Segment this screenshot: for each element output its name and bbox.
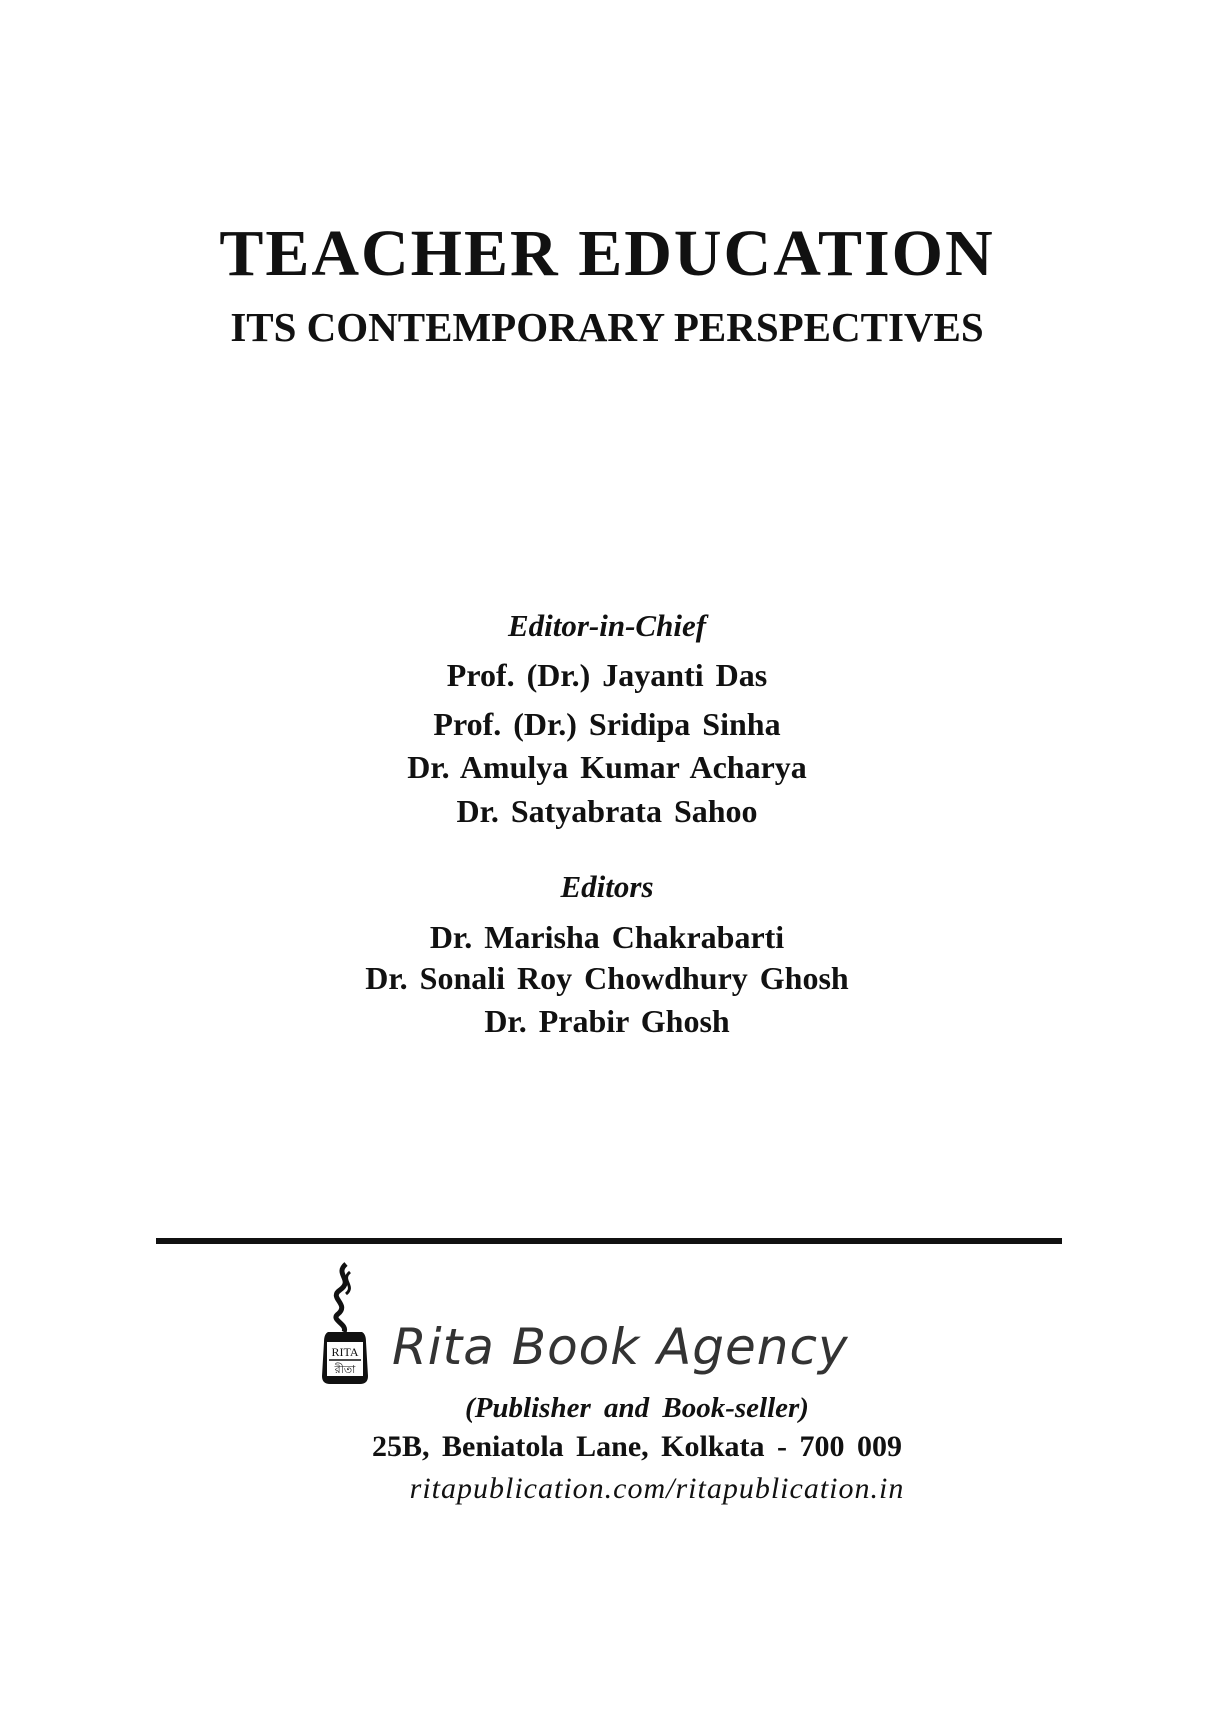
editor-name: Dr. Marisha Chakrabarti xyxy=(429,919,785,955)
svg-text:RITA: RITA xyxy=(331,1345,359,1359)
editor-name: Dr. Prabir Ghosh xyxy=(484,1003,730,1039)
editor-in-chief-name: Prof. (Dr.) Sridipa Sinha xyxy=(433,706,781,742)
publisher-website: ritapublication.com/ritapublication.in xyxy=(409,1472,905,1505)
publisher-logo-lamp-icon xyxy=(320,1262,370,1386)
book-subtitle: ITS CONTEMPORARY PERSPECTIVES xyxy=(230,304,984,350)
book-title: TEACHER EDUCATION xyxy=(219,217,995,290)
editor-in-chief-name: Dr. Amulya Kumar Acharya xyxy=(407,749,807,785)
divider-rule xyxy=(156,1238,1062,1244)
editor-name: Dr. Sonali Roy Chowdhury Ghosh xyxy=(365,960,849,996)
editor-in-chief-label: Editor-in-Chief xyxy=(507,608,707,643)
editors-label: Editors xyxy=(560,869,654,904)
svg-text:রীতা: রীতা xyxy=(334,1363,356,1376)
publisher-name: Rita Book Agency xyxy=(392,1318,849,1376)
publisher-address: 25B, Beniatola Lane, Kolkata - 700 009 xyxy=(371,1430,903,1463)
editor-in-chief-name: Prof. (Dr.) Jayanti Das xyxy=(446,657,768,693)
editor-in-chief-name: Dr. Satyabrata Sahoo xyxy=(456,793,758,829)
publisher-tagline: (Publisher and Book-seller) xyxy=(465,1392,809,1424)
